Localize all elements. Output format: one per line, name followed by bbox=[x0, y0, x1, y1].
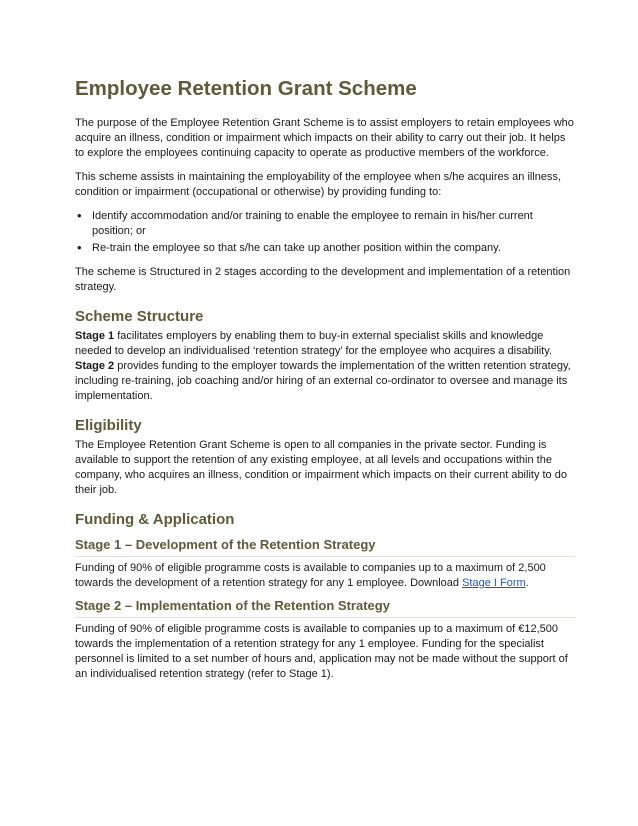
eligibility-heading: Eligibility bbox=[75, 417, 142, 434]
funding-stage1-body: Funding of 90% of eligible programme costs is available to companies up to a maximum of 2,500 towards the development of a retention strategy for any 1 employee. Download bbox=[75, 562, 546, 589]
funding-stage1-section bbox=[75, 536, 575, 591]
funding-stage2-section bbox=[75, 597, 575, 682]
list-item: • Identify accommodation and/or training to enable the employee to remain in his/her current position; or bbox=[92, 209, 575, 239]
funding-stage1-end: . bbox=[525, 577, 529, 589]
stage1-label: Stage 1 bbox=[75, 330, 115, 342]
intro-paragraph: The purpose of the Employee Retention Grant Scheme is to assist employers to retain employees who acquire an illness, condition or impairment which impacts on their ability to carry out their job. It helps to explore the employees continuing capacity to operate as productive members of the workforce. bbox=[75, 117, 574, 159]
funding-heading: Funding & Application bbox=[75, 511, 235, 528]
document-body bbox=[75, 76, 575, 686]
list-item: • Re-train the employee so that s/he can take up another position within the company. bbox=[92, 241, 575, 256]
funding-purpose-list bbox=[75, 209, 575, 256]
stage1-form-link[interactable]: Stage I Form bbox=[462, 577, 526, 589]
stage2-label: Stage 2 bbox=[75, 360, 115, 372]
funding-stage1-text bbox=[75, 561, 575, 591]
page-title: Employee Retention Grant Scheme bbox=[75, 77, 417, 100]
funding-stage2-heading: Stage 2 – Implementation of the Retention Strategy bbox=[75, 597, 575, 618]
assist-paragraph: This scheme assists in maintaining the employability of the employee when s/he acquires an illness, condition or impairment (occupational or otherwise) by providing funding to: bbox=[75, 171, 562, 198]
scheme-structure-heading: Scheme Structure bbox=[75, 308, 204, 325]
stage1-text: facilitates employers by enabling them to buy-in external specialist skills and knowledge needed to develop an individualised ‘retention strategy’ for the employee who acquires a disability. bbox=[75, 330, 552, 357]
stage2-text: provides funding to the employer towards the implementation of the written retention strategy, including re-training, job coaching and/or hiring of an external co-ordinator to oversee and manage its implementation. bbox=[75, 360, 571, 402]
funding-stage2-text: Funding of 90% of eligible programme costs is available to companies up to a maximum of €12,500 towards the implementation of a retention strategy for any 1 employee. Funding for the specialist personnel is limited to a set number of hours and, application may not be made without the support of an individualised retention strategy (refer to Stage 1). bbox=[75, 623, 568, 680]
stage1-description bbox=[75, 329, 575, 359]
stage2-description bbox=[75, 359, 575, 404]
eligibility-text: The Employee Retention Grant Scheme is open to all companies in the private sector. Funding is available to support the retention of any existing employee, at all levels and occupations within the company, who acquires an illness, condition or impairment which impacts on their current ability to do their job. bbox=[75, 439, 567, 496]
funding-stage1-heading: Stage 1 – Development of the Retention Strategy bbox=[75, 536, 575, 557]
stages-paragraph: The scheme is Structured in 2 stages according to the development and implementation of a retention strategy. bbox=[75, 266, 571, 293]
